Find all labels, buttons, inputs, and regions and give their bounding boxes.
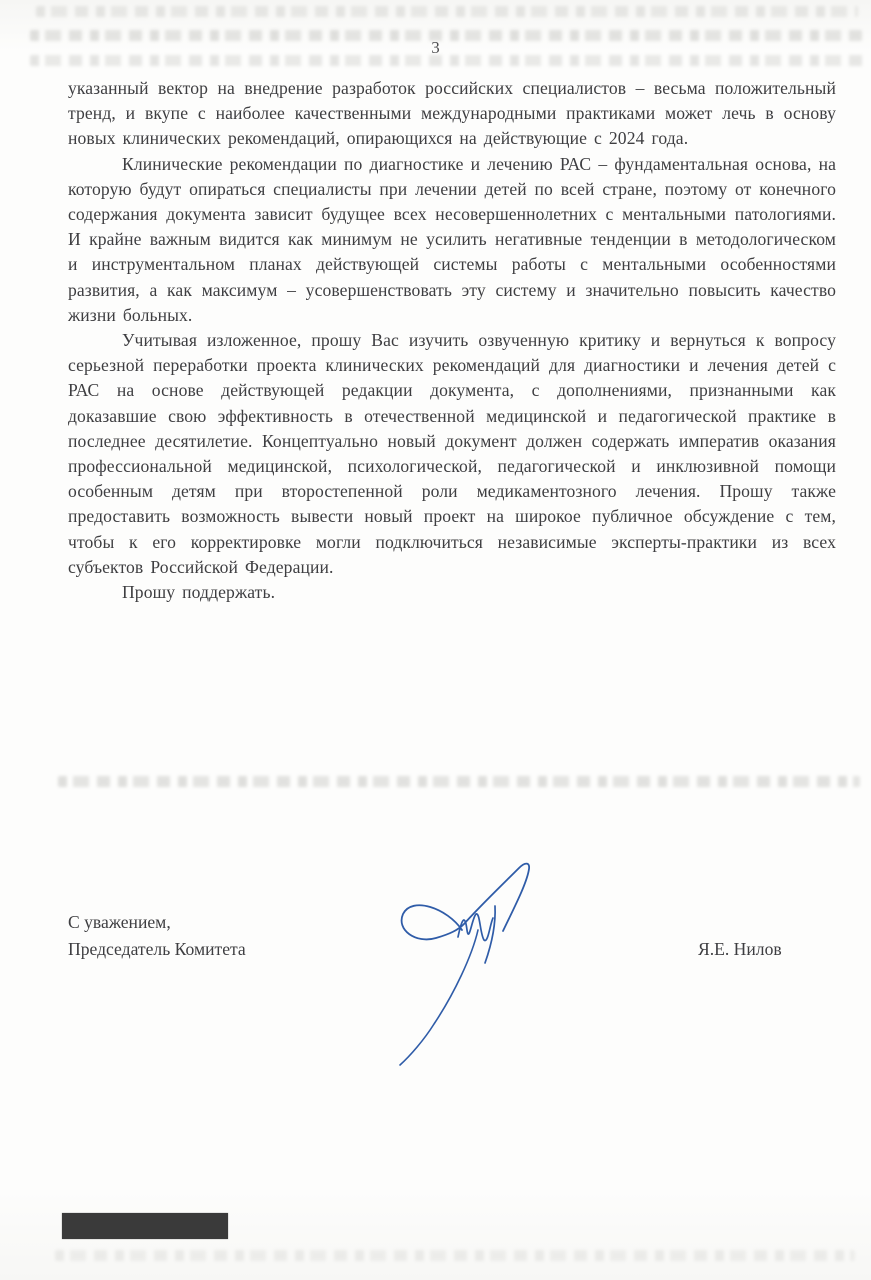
- signer-name: Я.Е. Нилов: [698, 939, 782, 959]
- signer-title: Председатель Комитета: [68, 939, 246, 959]
- bleedthrough-line-top-1: [36, 6, 858, 17]
- paragraph-support-request: Прошу поддержать.: [122, 582, 276, 603]
- redaction-bar: [62, 1213, 228, 1239]
- letter-body: [68, 76, 836, 605]
- bleedthrough-line-bottom: [55, 1250, 855, 1261]
- paragraph-continuation: указанный вектор на внедрение разработок российских специалистов – весьма положительный тренд, и вкупе с наиболее качественными международными практиками может лечь в основу новых клинических рекомендаций, опирающихся на действующие с 2024 года.: [68, 78, 836, 149]
- page-number: 3: [431, 38, 440, 57]
- paragraph-request: Учитывая изложенное, прошу Вас изучить озвученную критику и вернуться к вопросу серьезной переработки проекта клинических рекомендаций для диагностики и лечения детей с РАС на основе действующей редакции документа, с дополнениями, признанными как доказавшие свою эффективность в отечественной медицинской и педагогической практике в последнее десятилетие. Концептуально новый документ должен содержать императив оказания профессиональной медицинской, психологической, педагогической и инклюзивной помощи особенным детям при второстепенной роли медикаментозного лечения. Прошу также предоставить возможность вывести новый проект на широкое публичное обсуждение с тем, чтобы к его корректировке могли подключиться независимые эксперты-практики из всех субъектов Российской Федерации.: [68, 330, 836, 577]
- closing-salutation: С уважением,: [68, 912, 171, 932]
- bleedthrough-line-middle: [58, 776, 860, 787]
- paragraph-clinical-recommendations: Клинические рекомендации по диагностике и лечению РАС – фундаментальная основа, на которую будут опираться специалисты при лечении детей по всей стране, поэтому от конечного содержания документа зависит будущее всех несовершеннолетних с ментальными патологиями. И крайне важным видится как минимум не усилить негативные тенденции в методологическом и инструментальном планах действующей системы работы с ментальными особенностями развития, а как максимум – усовершенствовать эту систему и значительно повысить качество жизни больных.: [68, 153, 836, 325]
- handwritten-signature: [392, 856, 562, 1071]
